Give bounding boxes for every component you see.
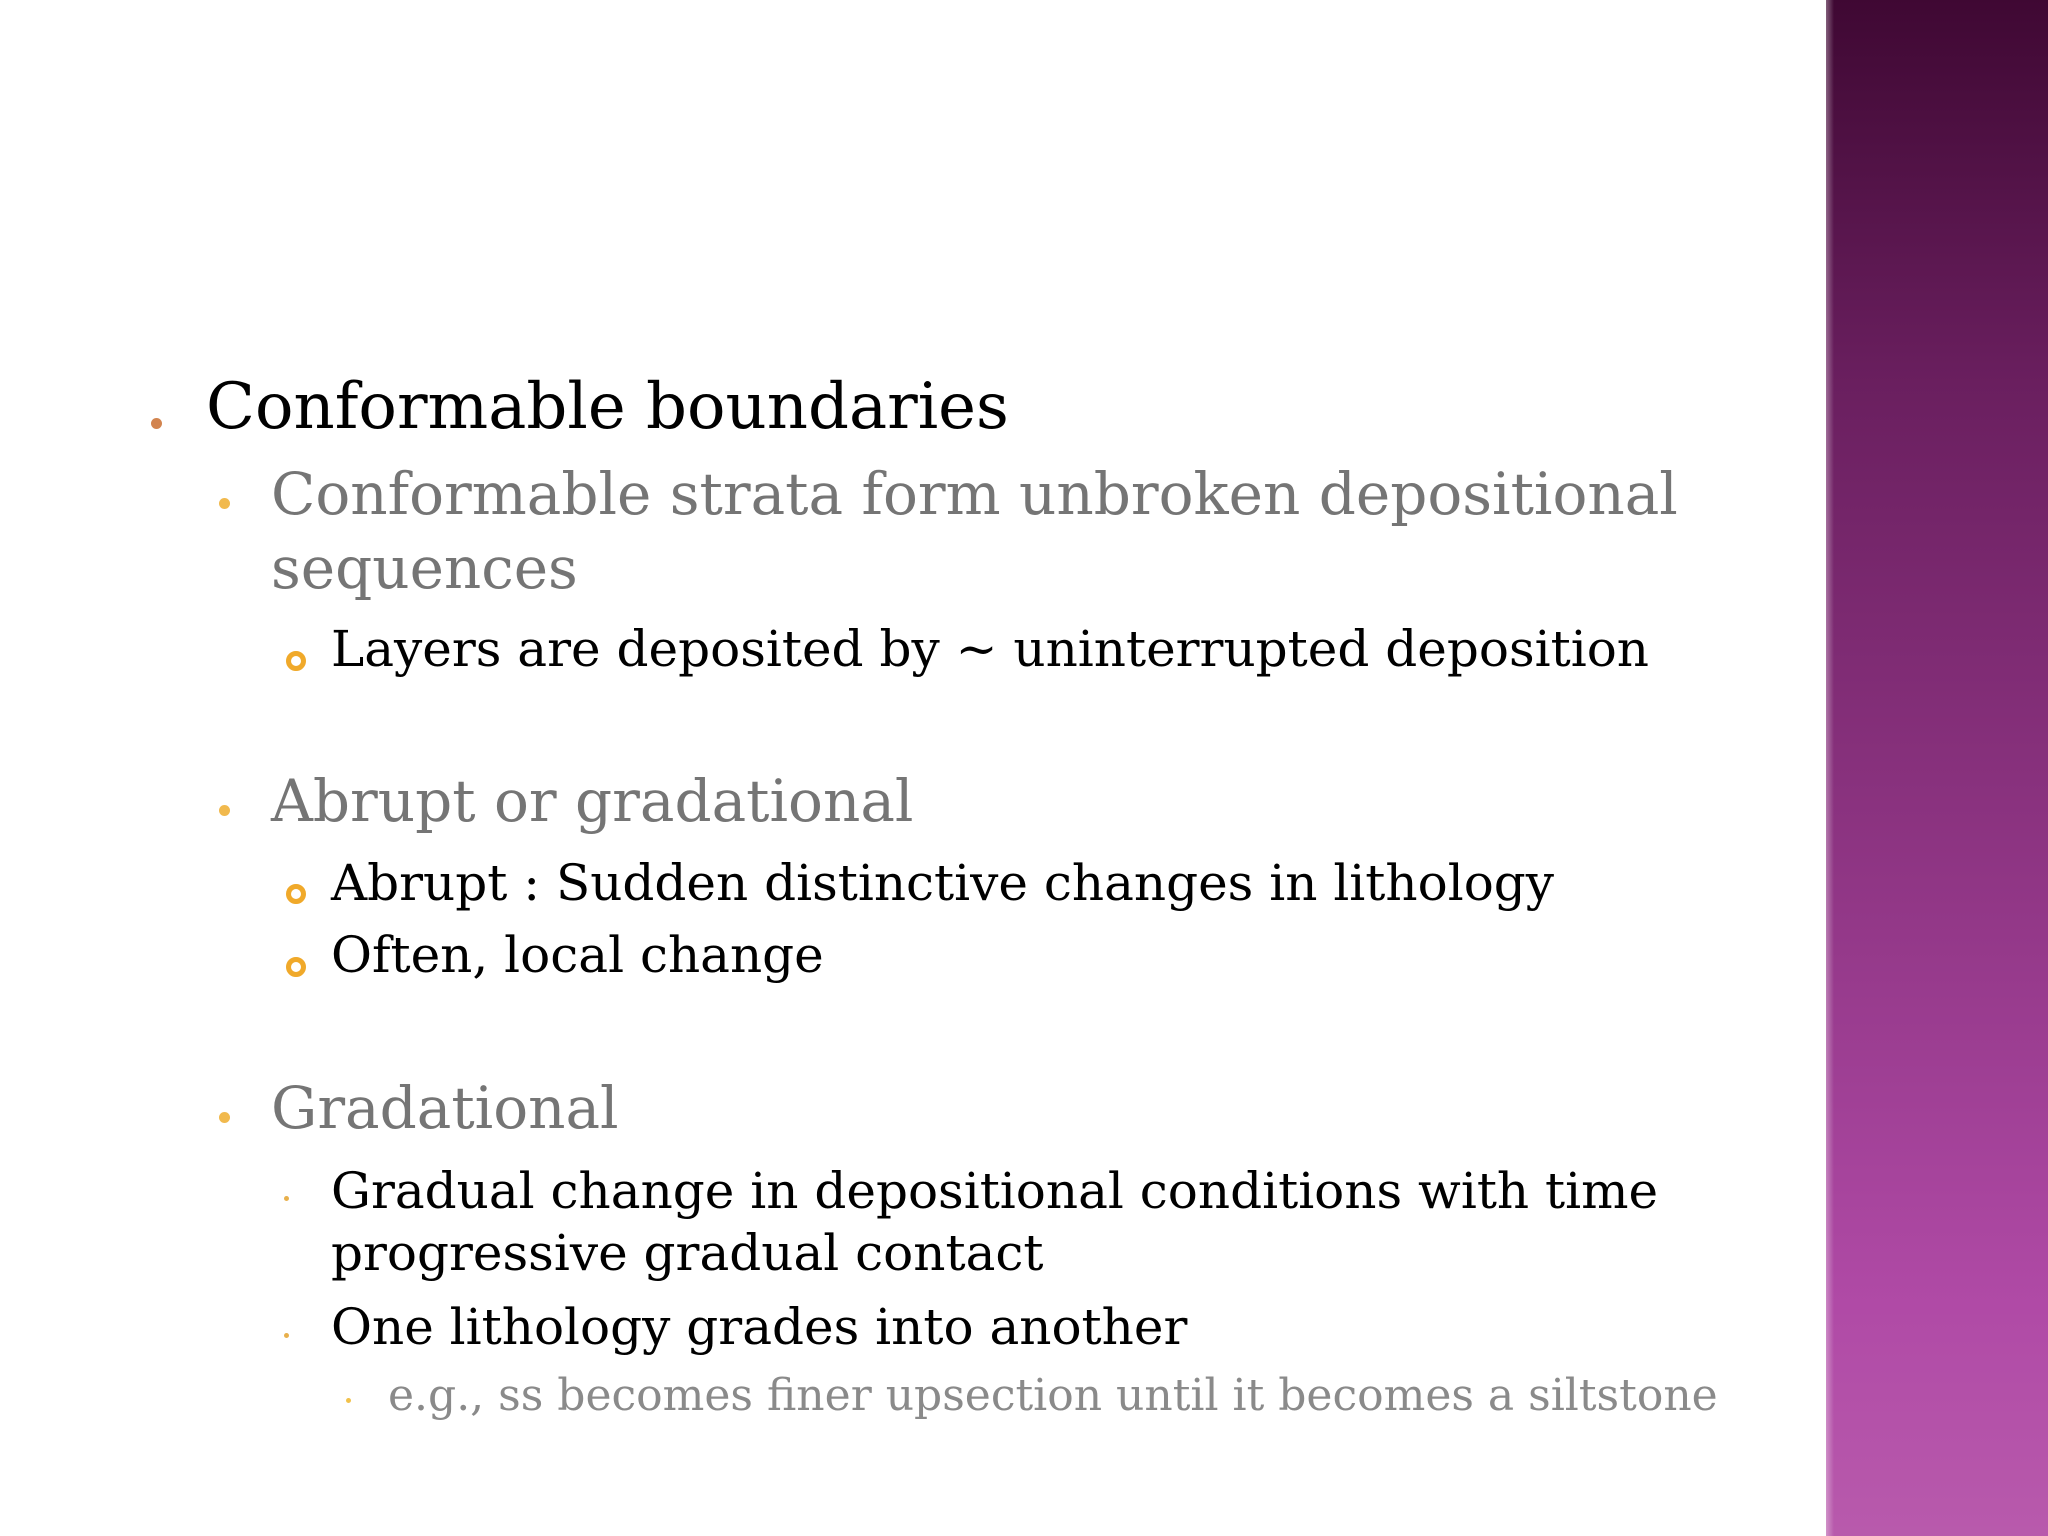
side-band-edge bbox=[1826, 0, 1834, 1536]
section-bullet-icon bbox=[219, 805, 230, 816]
section-bullet-icon bbox=[219, 498, 230, 509]
small-dot-bullet-icon bbox=[284, 1196, 289, 1201]
section-item-continued: progressive gradual contact bbox=[331, 1224, 1044, 1282]
section-heading: Abrupt or gradational bbox=[271, 767, 914, 835]
section-bullet-icon bbox=[219, 1112, 230, 1123]
section-heading: Conformable strata form unbroken depositional bbox=[271, 460, 1678, 528]
tiny-dot-bullet-icon bbox=[346, 1398, 351, 1403]
small-dot-bullet-icon bbox=[284, 1333, 289, 1338]
section-heading-continued: sequences bbox=[271, 534, 578, 602]
main-bullet-text: Conformable boundaries bbox=[206, 370, 1009, 444]
section-heading: Gradational bbox=[271, 1074, 619, 1142]
section-subitem: e.g., ss becomes finer upsection until it becomes a siltstone bbox=[388, 1370, 1718, 1421]
ring-bullet-icon bbox=[286, 651, 306, 671]
section-item: Gradual change in depositional conditions with time bbox=[331, 1162, 1659, 1220]
side-gradient-band bbox=[1826, 0, 2048, 1536]
ring-bullet-icon bbox=[286, 957, 306, 977]
section-item: Abrupt : Sudden distinctive changes in lithology bbox=[331, 854, 1555, 912]
ring-bullet-icon bbox=[286, 884, 306, 904]
section-item: Layers are deposited by ~ uninterrupted deposition bbox=[331, 620, 1649, 678]
dot-bullet-icon bbox=[151, 418, 162, 429]
section-item: One lithology grades into another bbox=[331, 1298, 1188, 1356]
section-item: Often, local change bbox=[331, 926, 824, 984]
